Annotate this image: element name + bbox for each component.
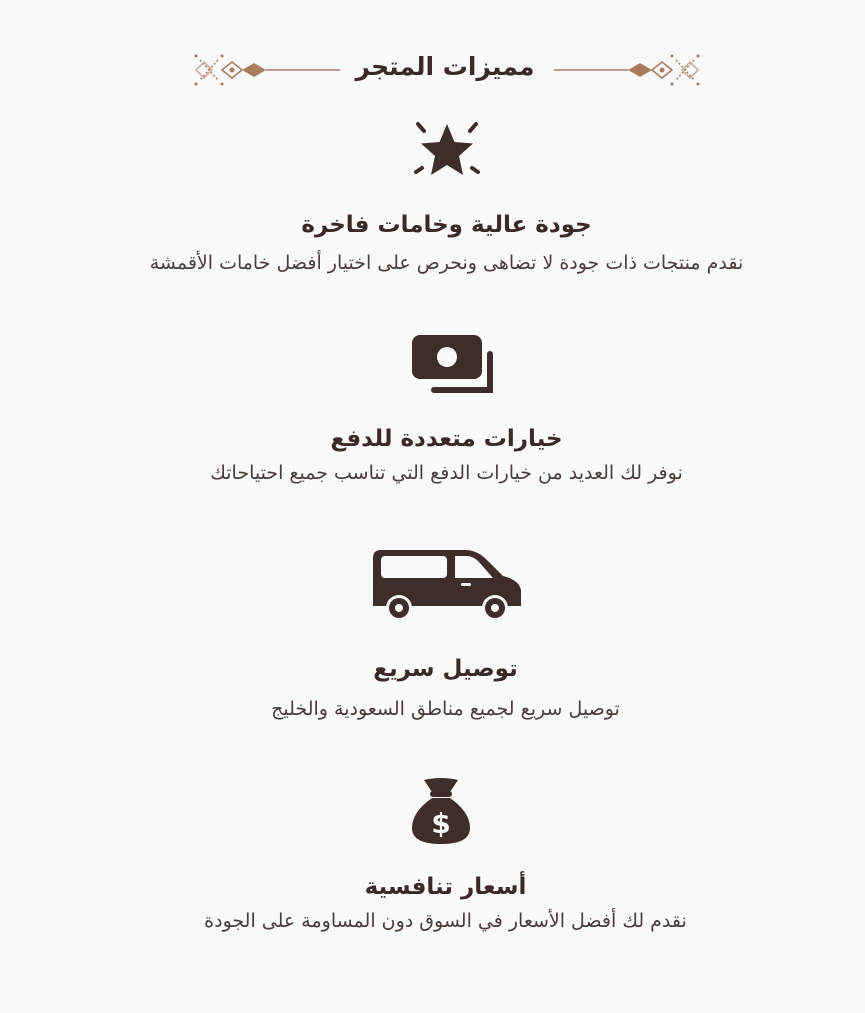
feature-description: نقدم لك أفضل الأسعار في السوق دون المساومة على الجودة xyxy=(204,910,687,932)
feature-description: نقدم منتجات ذات جودة لا تضاهى ونحرص على اختيار أفضل خامات الأقمشة xyxy=(149,252,744,274)
feature-title: جودة عالية وخامات فاخرة xyxy=(301,212,592,238)
money-bag-icon xyxy=(408,776,474,848)
cash-icon xyxy=(410,332,496,398)
ornament-right-icon xyxy=(552,46,702,94)
feature-title: توصيل سريع xyxy=(373,656,518,682)
feature-title: أسعار تنافسية xyxy=(364,874,527,900)
section-header xyxy=(0,46,865,94)
feature-title: خيارات متعددة للدفع xyxy=(330,426,563,452)
feature-description: نوفر لك العديد من خيارات الدفع التي تناسب جميع احتياحاتك xyxy=(210,462,683,484)
feature-description: توصيل سريع لجميع مناطق السعودية والخليج xyxy=(271,698,620,720)
svg-text:$: $ xyxy=(430,807,451,840)
star-icon xyxy=(411,118,483,184)
section-title: مميزات المتجر xyxy=(355,52,535,81)
van-icon xyxy=(369,546,525,626)
